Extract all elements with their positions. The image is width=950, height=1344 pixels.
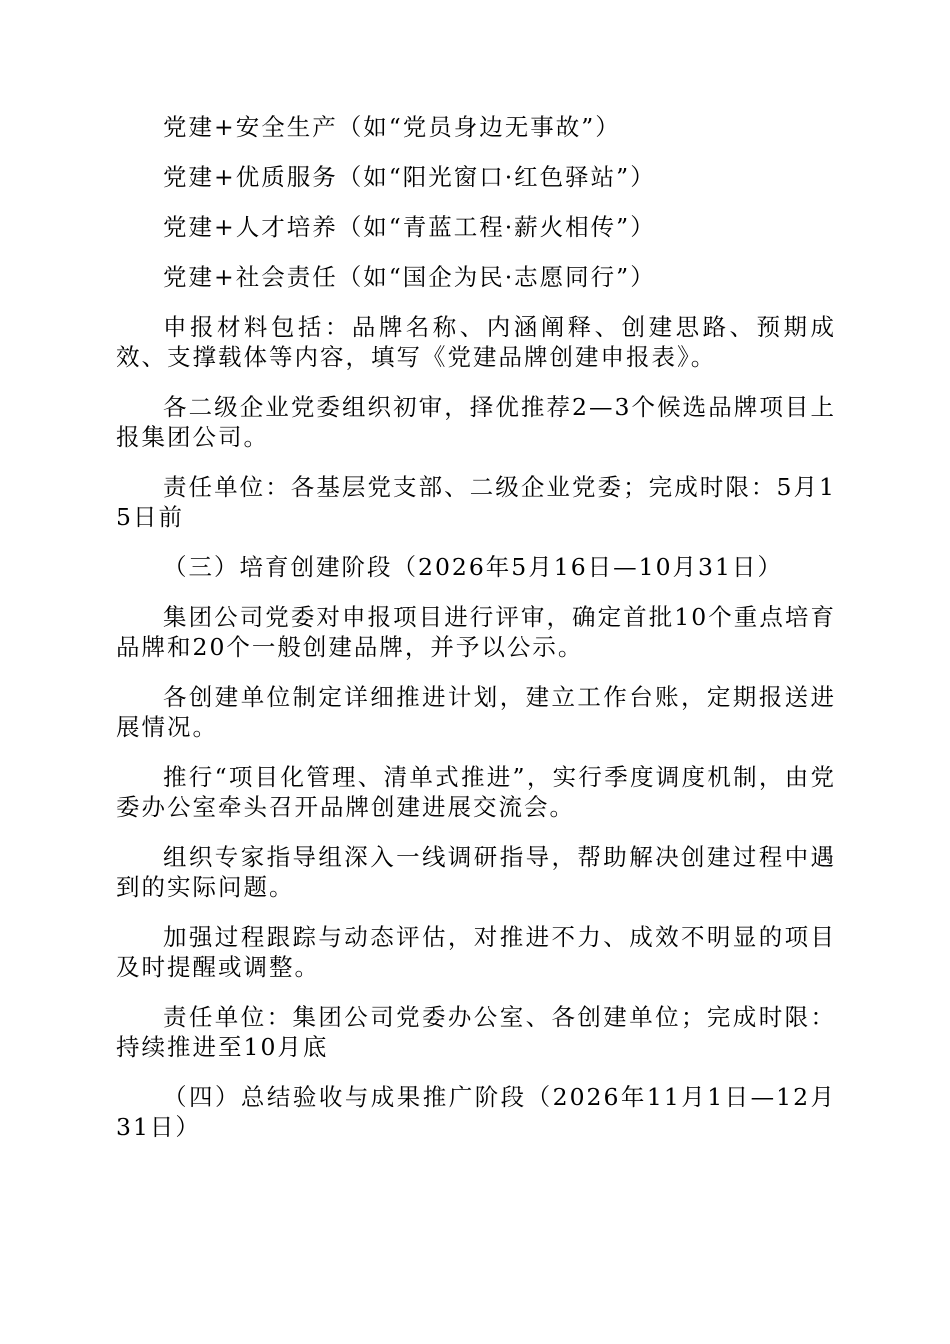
paragraph-tracking: 加强过程跟踪与动态评估，对推进不力、成效不明显的项目及时提醒或调整。 xyxy=(116,923,836,981)
section-heading-4: （四）总结验收与成果推广阶段（2026年11月1日—12月31日） xyxy=(116,1083,836,1141)
paragraph-preliminary-review: 各二级企业党委组织初审，择优推荐2—3个候选品牌项目上报集团公司。 xyxy=(116,393,836,451)
paragraph-responsibility-2: 责任单位：集团公司党委办公室、各创建单位；完成时限：持续推进至10月底 xyxy=(116,1003,836,1061)
list-item-safety: 党建+安全生产（如“党员身边无事故”） xyxy=(163,113,621,141)
paragraph-evaluation: 集团公司党委对申报项目进行评审，确定首批10个重点培育品牌和20个一般创建品牌，并予以公示。 xyxy=(116,603,836,661)
paragraph-project-management: 推行“项目化管理、清单式推进”，实行季度调度机制，由党委办公室牵头召开品牌创建进展交流会。 xyxy=(116,763,836,821)
paragraph-responsibility-1: 责任单位：各基层党支部、二级企业党委；完成时限：5月15日前 xyxy=(116,473,836,531)
paragraph-application-materials: 申报材料包括：品牌名称、内涵阐释、创建思路、预期成效、支撑载体等内容，填写《党建品牌创建申报表》。 xyxy=(116,313,836,371)
paragraph-expert-guidance: 组织专家指导组深入一线调研指导，帮助解决创建过程中遇到的实际问题。 xyxy=(116,843,836,901)
list-item-social: 党建+社会责任（如“国企为民·志愿同行”） xyxy=(163,263,656,291)
list-item-service: 党建+优质服务（如“阳光窗口·红色驿站”） xyxy=(163,163,656,191)
section-heading-3: （三）培育创建阶段（2026年5月16日—10月31日） xyxy=(163,553,783,581)
list-item-talent: 党建+人才培养（如“青蓝工程·薪火相传”） xyxy=(163,213,656,241)
document-body xyxy=(116,112,836,1162)
paragraph-plan: 各创建单位制定详细推进计划，建立工作台账，定期报送进展情况。 xyxy=(116,683,836,741)
